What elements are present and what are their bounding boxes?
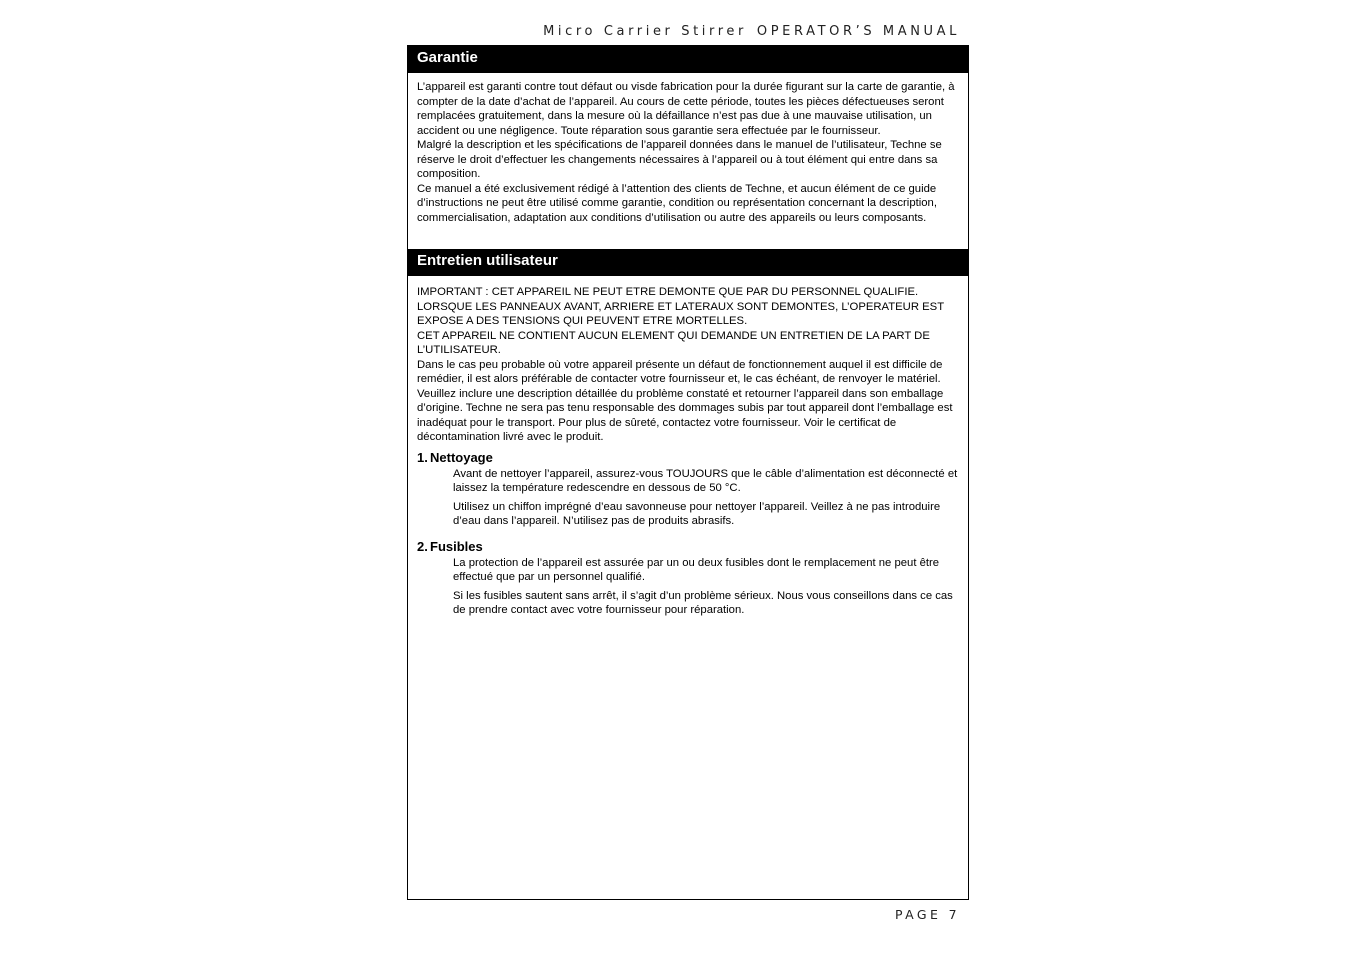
page-number: PAGE 7 xyxy=(895,907,960,922)
paragraph: L’appareil est garanti contre tout défaut ou visde fabrication pour la durée figurant sur la carte de garantie, à compter de la date d’achat de l’appareil. Au cours de cette période, toutes les pièces défectueuses seront remplacées gratuitement, dans la mesure où la défaillance n’est pas due à une mauvaise utilisation, un accident ou une négligence. Toute réparation sous garantie sera effectuée par le fournisseur. xyxy=(417,81,955,137)
subsection-number: 2. xyxy=(417,538,428,554)
paragraph: IMPORTANT : CET APPAREIL NE PEUT ETRE DEMONTE QUE PAR DU PERSONNEL QUALIFIE. LORSQUE LES PANNEAUX AVANT, ARRIERE ET LATERAUX SONT DEMONTES, L’OPERATEUR EST EXPOSE A DES TENSIONS QUI PEUVENT ETRE MORTELLES. xyxy=(417,286,944,327)
section-body-entretien xyxy=(408,276,968,618)
header-manual-title: OPERATOR’S MANUAL xyxy=(756,24,960,39)
paragraph: Utilisez un chiffon imprégné d’eau savonneuse pour nettoyer l’appareil. Veillez à ne pas introduire d’eau dans l’appareil. N’utilisez pas de produits abrasifs. xyxy=(453,500,941,527)
header-product-name: Micro Carrier Stirrer xyxy=(543,24,747,39)
running-header xyxy=(420,24,960,39)
paragraph: Si les fusibles sautent sans arrêt, il s’agit d’un problème sérieux. Nous vous conseillons dans ce cas de prendre contact avec votre fournisseur pour réparation. xyxy=(453,589,953,616)
paragraph: Ce manuel a été exclusivement rédigé à l’attention des clients de Techne, et aucun élément de ce guide d’instructions ne peut être utilisé comme garantie, condition ou représentation concernant la description, commercialisation, adaptation aux conditions d’utilisation ou autre des appareils ou leurs composants. xyxy=(417,182,937,224)
paragraph: Dans le cas peu probable où votre appareil présente un défaut de fonctionnement auquel il est difficile de remédier, il est alors préférable de contacter votre fournisseur et, le cas échéant, de renvoyer le matériel. Veuillez inclure une description détaillée du problème constaté et retourner l’appareil dans son emballage d’origine. Techne ne sera pas tenu responsable des dommages subis par tout appareil dont l’emballage est inadéquat pour le transport. Pour plus de sûreté, contactez votre fournisseur. Voir le certificat de décontamination livré avec le produit. xyxy=(417,358,953,443)
paragraph: Malgré la description et les spécifications de l’appareil données dans le manuel de l’utilisateur, Techne se réserve le droit d’effectuer les changements nécessaires à l’appareil ou à tout élément qui entre dans sa composition. xyxy=(417,139,942,180)
subsection-number: 1. xyxy=(417,449,428,465)
section-body-garantie xyxy=(408,73,968,249)
paragraph: Avant de nettoyer l’appareil, assurez-vous TOUJOURS que le câble d’alimentation est déconnecté et laissez la température redescendre en dessous de 50 °C. xyxy=(453,467,958,494)
subsection-fusibles xyxy=(417,539,960,618)
page-frame xyxy=(407,45,969,900)
subsection-title: Fusibles xyxy=(430,538,483,554)
subsection-nettoyage xyxy=(417,450,960,529)
subsection-heading xyxy=(417,539,960,555)
subsection-heading xyxy=(417,450,960,466)
paragraph: La protection de l’appareil est assurée par un ou deux fusibles dont le remplacement ne peut être effectué que par un personnel qualifié. xyxy=(453,556,940,583)
subsection-title: Nettoyage xyxy=(430,449,493,465)
section-title-garantie: Garantie xyxy=(408,46,968,73)
section-title-entretien: Entretien utilisateur xyxy=(408,249,968,276)
paragraph: CET APPAREIL NE CONTIENT AUCUN ELEMENT QUI DEMANDE UN ENTRETIEN DE LA PART DE L’UTILISATEUR. xyxy=(417,329,930,356)
